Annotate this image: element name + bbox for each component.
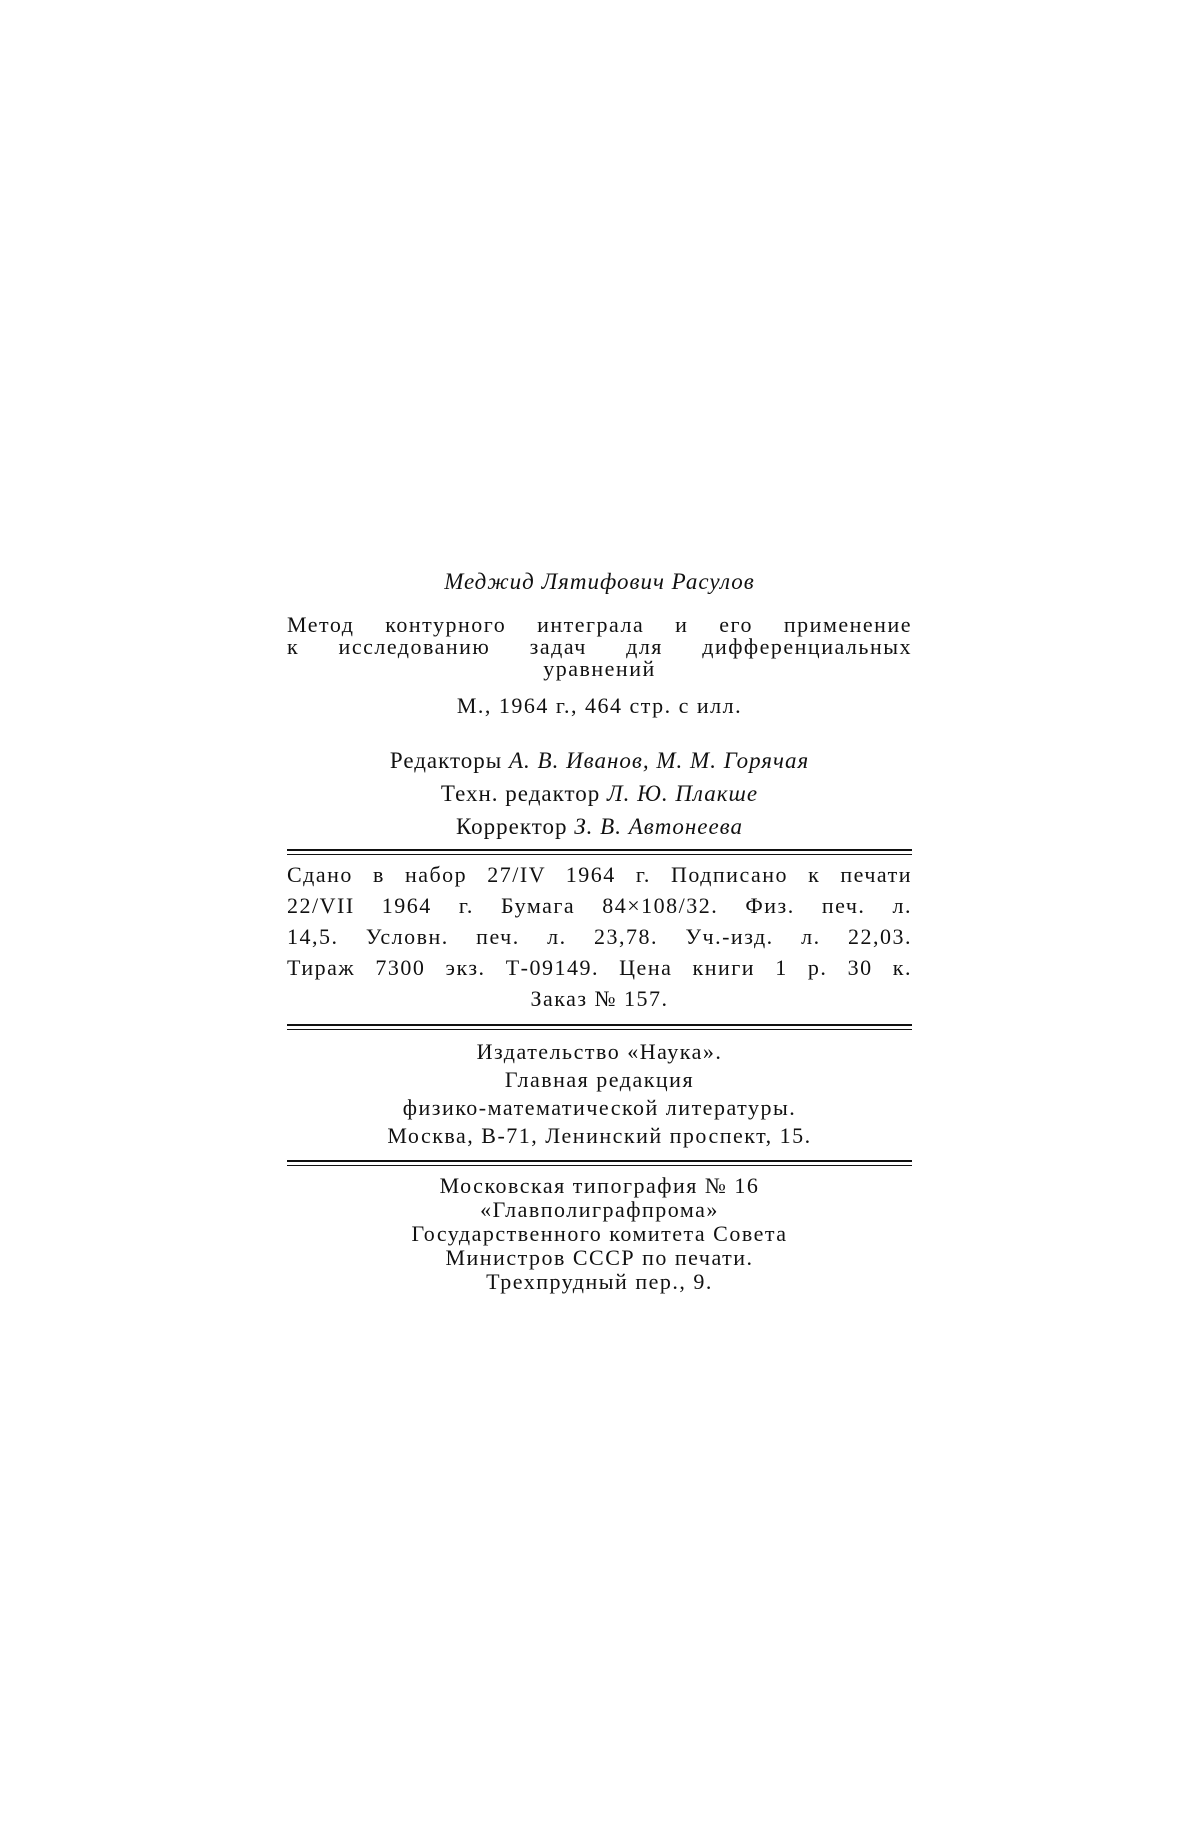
editors-line (287, 744, 912, 777)
print-detail-line: 22/VII 1964 г. Бумага 84×108/32. Физ. печ. л. (287, 893, 912, 918)
publication-info: М., 1964 г., 464 стр. с илл. (456, 693, 743, 718)
title-line: к исследованию задач для дифференциальных (287, 634, 912, 659)
tech-editor-line (287, 777, 912, 810)
corrector-role: Корректор (455, 814, 568, 839)
printing-house-line: Министров СССР по печати. (445, 1245, 754, 1270)
publisher-line: Москва, В-71, Ленинский проспект, 15. (387, 1123, 812, 1148)
divider (287, 1024, 912, 1030)
print-detail-line: Сдано в набор 27/IV 1964 г. Подписано к печати (287, 862, 912, 887)
print-details (287, 859, 912, 1014)
imprint-block (287, 568, 912, 1294)
editors-names: А. В. Иванов, М. М. Горячая (508, 748, 810, 773)
print-detail-line: 14,5. Условн. печ. л. 23,78. Уч.-изд. л. 22,03. (287, 924, 912, 949)
publisher-line: Издательство «Наука». (476, 1039, 723, 1064)
print-detail-line: Тираж 7300 экз. Т-09149. Цена книги 1 р. 30 к. (287, 955, 912, 980)
staff-credits (287, 744, 912, 843)
editors-role: Редакторы (389, 748, 503, 773)
corrector-line (287, 810, 912, 843)
printing-house-info (287, 1174, 912, 1294)
corrector-name: З. В. Автонеева (574, 814, 743, 839)
print-detail-line: Заказ № 157. (530, 986, 669, 1011)
divider (287, 849, 912, 855)
printing-house-line: Московская типография № 16 (439, 1173, 760, 1198)
book-title (287, 614, 912, 680)
title-line: Метод контурного интеграла и его применение (287, 612, 912, 637)
tech-editor-name: Л. Ю. Плакше (607, 781, 759, 806)
printing-house-line: «Главполиграфпрома» (480, 1197, 719, 1222)
title-line: уравнений (543, 656, 656, 681)
printing-house-line: Трехпрудный пер., 9. (486, 1269, 713, 1294)
tech-editor-role: Техн. редактор (440, 781, 601, 806)
publisher-line: Главная редакция (504, 1067, 695, 1092)
publisher-line: физико-математической литературы. (402, 1095, 797, 1120)
printing-house-line: Государственного комитета Совета (411, 1221, 788, 1246)
divider (287, 1160, 912, 1166)
author-name: Меджид Лятифович Расулов (444, 569, 755, 594)
publisher-info (287, 1038, 912, 1150)
